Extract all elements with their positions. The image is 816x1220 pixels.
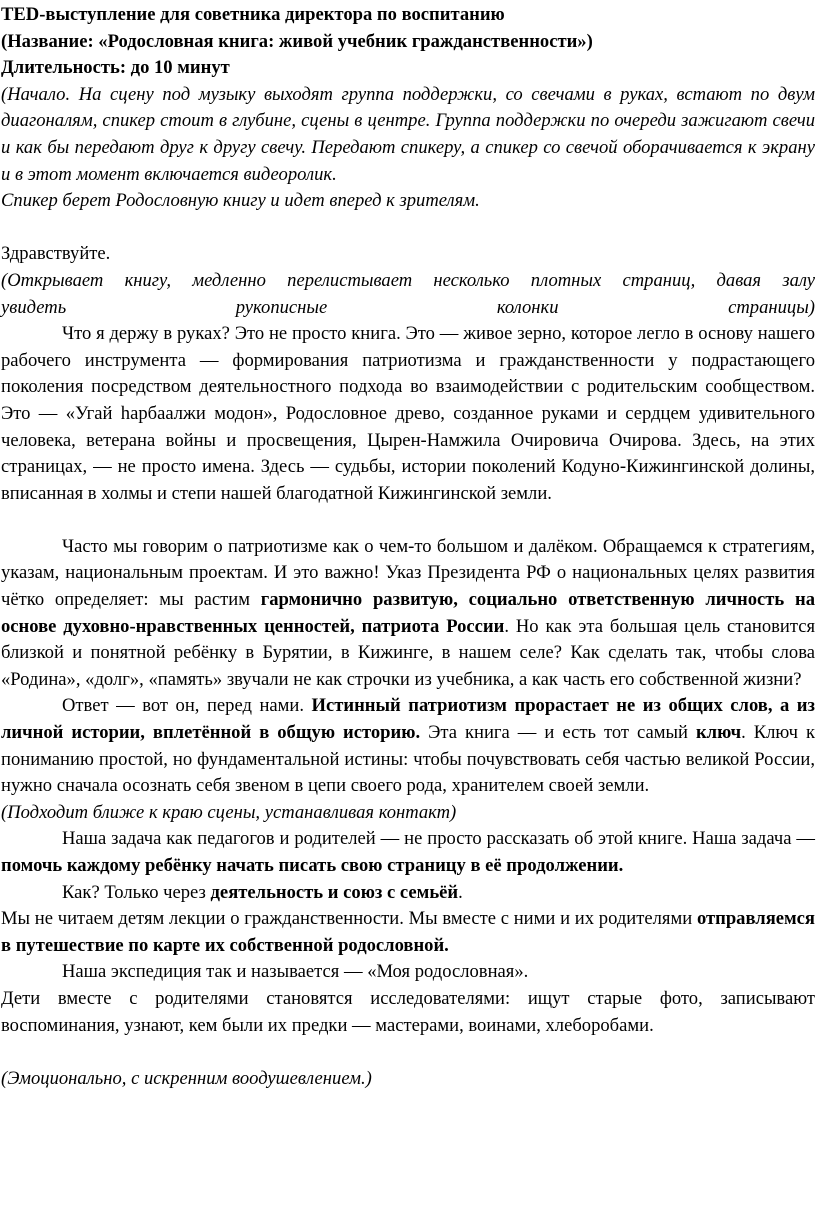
- paragraph-how: Как? Только через деятельность и союз с семьёй.: [62, 881, 463, 903]
- paragraph-book: Что я держу в руках? Это не просто книга. Это — живое зерно, которое легло в основу нашего рабочего инструмента — формирования патриотизма и гражданственности у подрастающего поколения посредством деятельностного подхода во взаимодействии с родительским сообществом. Это — «Угай hарбаалжи модон», Родословное древо, созданное руками и сердцем удивительного человека, ветерана войны и просвещения, Цырен-Намжила Очировича Очирова. Здесь, на этих страницах, — не просто имена. Здесь — судьбы, истории поколений Кодуно-Кижингинской долины, вписанная в холмы и степи нашей благодатной Кижингинской земли.: [1, 323, 815, 504]
- paragraph-answer: Ответ — вот он, перед нами. Истинный патриотизм прорастает не из общих слов, а из личной истории, вплетённой в общую историю. Эта книга — и есть тот самый ключ. Ключ к пониманию простой, но фундаментальной истины: чтобы почувствовать себя частью великой России, нужно сначала осознать себя звеном в цепи своего рода, хранителем своей земли.: [1, 695, 815, 797]
- stage-direction-emotional: (Эмоционально, с искренним воодушевлением.): [1, 1067, 372, 1089]
- stage-direction-book-line2: увидеть рукописные колонки страницы): [1, 296, 815, 318]
- stage-direction-intro-2: Спикер берет Родословную книгу и идет вперед к зрителям.: [1, 190, 480, 212]
- blank-line: [1, 215, 815, 242]
- doc-duration: Длительность: до 10 минут: [1, 57, 230, 79]
- paragraph-researchers: Дети вместе с родителями становятся исследователями: ищут старые фото, записывают воспоминания, узнают, кем были их предки — мастерами, воинами, хлеборобами.: [1, 987, 815, 1036]
- stage-direction-book-line1: (Открывает книгу, медленно перелистывает несколько плотных страниц, давая залу: [1, 269, 815, 291]
- greeting: Здравствуйте.: [1, 243, 111, 265]
- blank-line: [1, 507, 815, 534]
- doc-subtitle: (Название: «Родословная книга: живой учебник гражданственности»): [1, 30, 593, 52]
- paragraph-expedition: Наша экспедиция так и называется — «Моя родословная».: [62, 961, 529, 983]
- paragraph-journey: Мы не читаем детям лекции о гражданственности. Мы вместе с ними и их родителями отправляемся в путешествие по карте их собственной родословной.: [1, 908, 815, 956]
- stage-direction-approach: (Подходит ближе к краю сцены, устанавливая контакт): [1, 801, 457, 823]
- paragraph-task: Наша задача как педагогов и родителей — не просто рассказать об этой книге. Наша задача — помочь каждому ребёнку начать писать свою страницу в её продолжении.: [1, 828, 815, 876]
- doc-title: TED-выступление для советника директора по воспитанию: [1, 4, 505, 25]
- paragraph-patriotism: Часто мы говорим о патриотизме как о чем-то большом и далёком. Обращаемся к стратегиям, указам, национальным проектам. И это важно! Указ Президента РФ о национальных целях развития чётко определяет: мы растим гармонично развитую, социально ответственную личность на основе духовно-нравственных ценностей, патриота России. Но как эта большая цель становится близкой и понятной ребёнку в Бурятии, в Кижинге, в нашем селе? Как сделать так, чтобы слова «Родина», «долг», «память» звучали не как строчки из учебника, а как часть его собственной жизни?: [1, 535, 815, 690]
- blank-line: [1, 1039, 815, 1066]
- stage-direction-intro: (Начало. На сцену под музыку выходят группа поддержки, со свечами в руках, встают по двум диагоналям, спикер стоит в глубине, сцены в центре. Группа поддержки по очереди зажигают свечи и как бы передают друг к другу свечу. Передают спикеру, а спикер со свечой оборачивается к экрану и в этот момент включается видеоролик.: [1, 83, 815, 185]
